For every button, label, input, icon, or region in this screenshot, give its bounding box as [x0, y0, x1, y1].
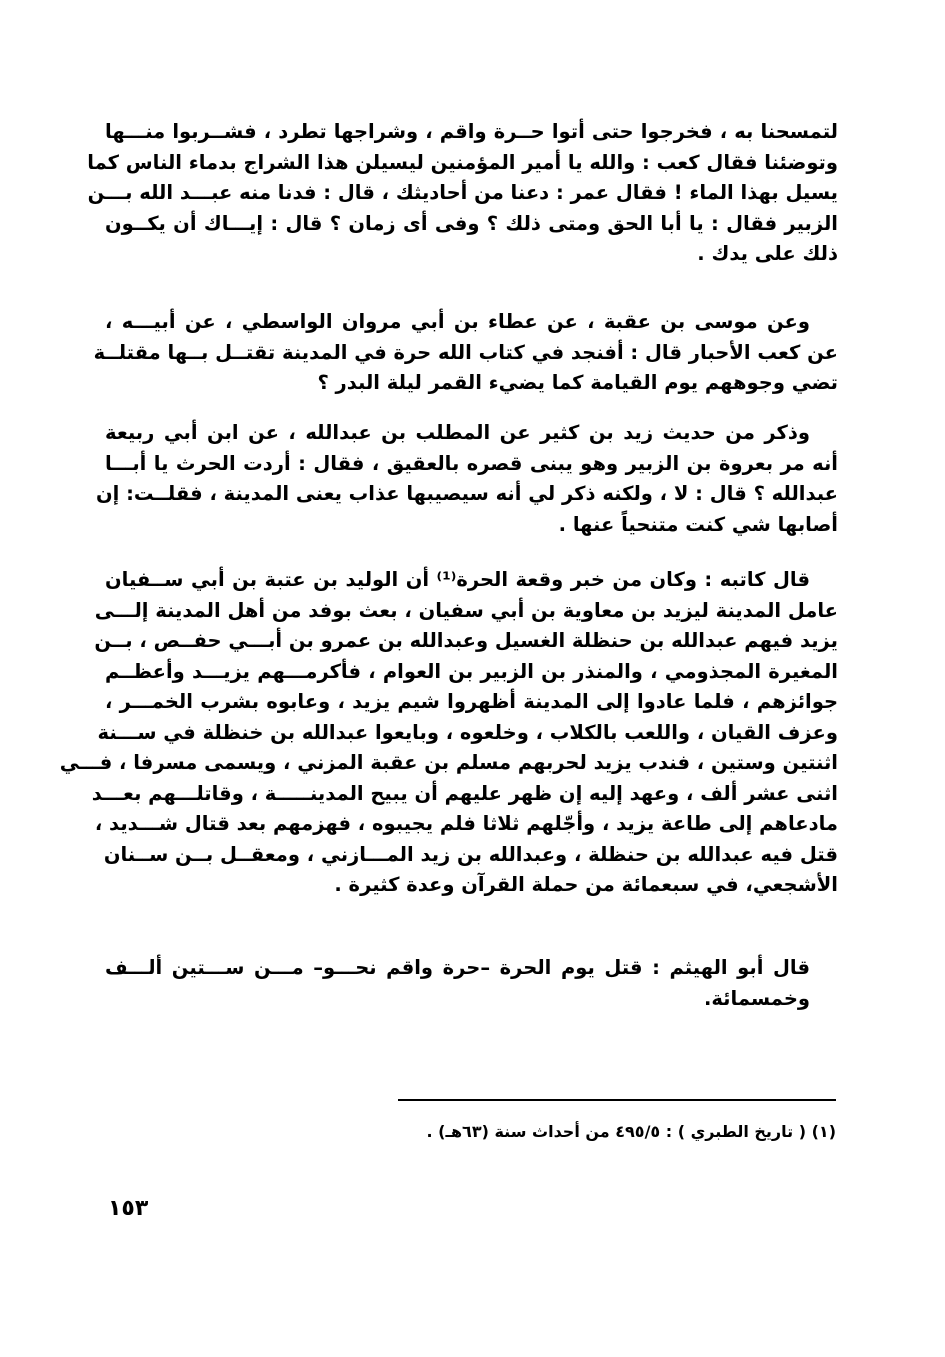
- text-line: قتل فيه عبدالله بن حنظلة ، وعبدالله بن زيد المـــازني ، ومعقــل بــن ســنان: [103, 842, 838, 866]
- text-line: تضي وجوههم يوم القيامة كما يضيء القمر ليلة البدر ؟: [317, 371, 838, 394]
- footnote-divider: [398, 1099, 836, 1101]
- text-line: قال كاتبه : وكان من خبر وقعة الحرة⁽¹⁾ أن الوليد بن عتبة بن أبي ســفيان: [105, 568, 810, 591]
- text-line: الأشجعي، في سبعمائة من حملة القرآن وعدة كثيرة .: [334, 873, 838, 896]
- text-line: أصابها شي كنت متنحياً عنها .: [558, 512, 838, 536]
- paragraph-3: [96, 418, 838, 540]
- text-line: وتوضئنا فقال كعب : والله يا أمير المؤمنين ليسيلن هذا الشراج بدماء الناس كما: [87, 150, 838, 174]
- paragraph-2: [93, 307, 838, 399]
- text-line: وذكر من حديث زيد بن كثير عن المطلب بن عبدالله ، عن ابن أبي ربيعة: [105, 421, 810, 444]
- text-line: أنه مر بعروة بن الزبير وهو يبنى قصره بالعقيق ، فقال : أردت الحرث يا أبـــا: [105, 451, 838, 475]
- text-line: يسيل بهذا الماء ! فقال عمر : دعنا من أحاديثك ، قال : فدنا منه عبـــد الله بـــن: [87, 181, 838, 204]
- paragraph-5: [105, 953, 838, 1014]
- text-line: اثنى عشر ألف ، وعهد إليه إن ظهر عليهم أن يبيح المدينـــــة ، وقاتلـــهم بعـــد: [91, 781, 838, 805]
- text-line: وعزف القيان ، واللعب بالكلاب ، وخلعوه ، وبايعوا عبدالله بن خنظلة في ســـنة: [97, 720, 838, 744]
- text-line: وخمسمائة.: [703, 986, 810, 1010]
- text-line: اثنتين وستين ، فندب يزيد لحربهم مسلم بن عقبة المزني ، ويسمى مسرفا ، فـــي: [59, 751, 838, 774]
- text-line: جوائزهم ، فلما عادوا إلى المدينة أظهروا شيم يزيد ، وعابوه بشرب الخمـــر ،: [105, 690, 838, 713]
- text-line: قال أبو الهيثم : قتل يوم الحرة –حرة واقم نحـــو– مـــن ســـتين ألـــف: [105, 956, 810, 979]
- text-line: عن كعب الأحبار قال : أفنجد في كتاب الله حرة في المدينة تقتــل بــها مقتلــة: [93, 340, 838, 364]
- text-line: يزيد فيهم عبدالله بن حنظلة الغسيل وعبدالله بن عمرو بن أبـــي حفــص ، بــن: [94, 629, 838, 652]
- text-line: عبدالله ؟ قال : لا ، ولكنه ذكر لي أنه سيصيبها عذاب يعنى المدينة ، فقلــت: إن: [96, 482, 838, 505]
- text-line: وعن موسى بن عقبة ، عن عطاء بن أبي مروان الواسطي ، عن أبيـــه ،: [105, 310, 810, 333]
- text-line: المغيرة المجذومي ، والمنذر بن الزبير بن العوام ، فأكرمـــهم يزيـــد وأعظــم: [105, 659, 838, 683]
- footnote: (١) ( تاريخ الطبري ) : ٤٩٥/٥ من أحداث سنة (٦٣هـ) .: [426, 1122, 836, 1141]
- text-line: لتمسحنا به ، فخرجوا حتى أتوا حــرة واقم ، وشراجها تطرد ، فشــربوا منـــها: [105, 120, 838, 143]
- page-number: ١٥٣: [108, 1196, 149, 1221]
- paragraph-4: [59, 565, 838, 901]
- text-line: مادعاهم إلى طاعة يزيد ، وأجّلهم ثلاثا فلم يجيبوه ، فهزمهم بعد قتال شـــديد ،: [94, 812, 838, 835]
- text-line: ذلك على يدك .: [697, 242, 838, 265]
- text-line: الزبير فقال : يا أبا الحق ومتى ذلك ؟ وفى أى زمان ؟ قال : إيـــاك أن يكــون: [105, 211, 838, 235]
- paragraph-1: [87, 117, 838, 270]
- text-line: عامل المدينة ليزيد بن معاوية بن أبي سفيان ، بعث بوفد من أهل المدينة إلـــى: [94, 598, 838, 622]
